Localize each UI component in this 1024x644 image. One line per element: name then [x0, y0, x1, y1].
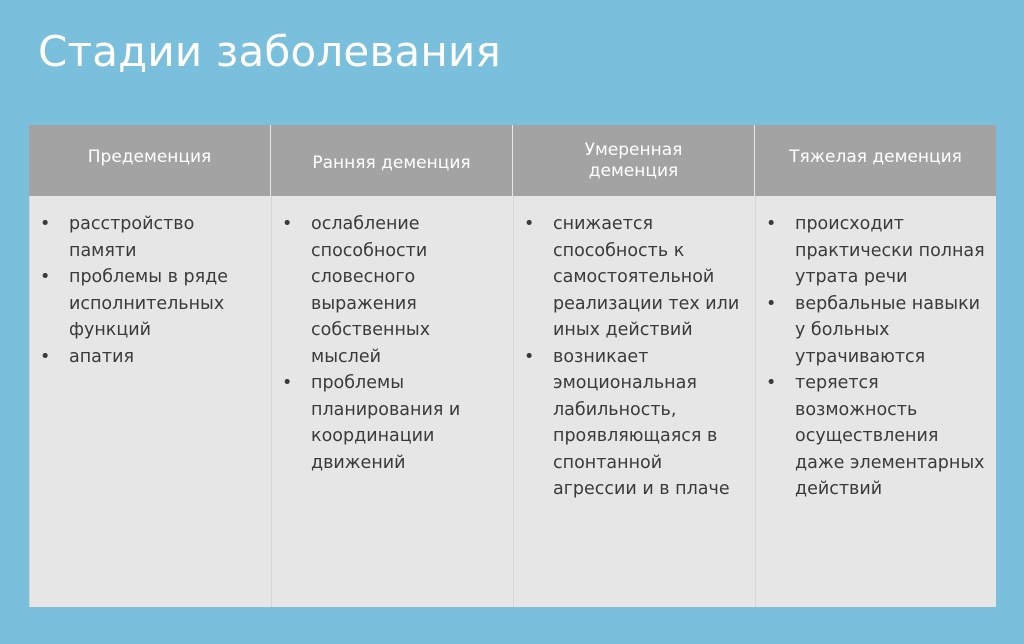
symptom-list [766, 211, 988, 503]
page-title: Стадии заболевания [38, 27, 501, 76]
column-body-moderate-dementia [513, 196, 754, 607]
symptom-list [524, 211, 746, 503]
list-item: • апатия [40, 344, 262, 371]
list-item: • ослабление способности словесного выражения собственных мыслей [282, 211, 504, 370]
column-body-predementia [29, 196, 270, 607]
column-body-early-dementia [271, 196, 512, 607]
list-item: • проблемы в ряде исполнительных функций [40, 264, 262, 344]
column-header-early-dementia [271, 125, 512, 196]
list-item: • вербальные навыки у больных утрачиваются [766, 291, 988, 371]
column-header-label: Тяжелая деменция [789, 147, 962, 167]
column-body-severe-dementia [755, 196, 996, 607]
column-header-label: Умеренная деменция [584, 139, 683, 181]
list-item: • расстройство памяти [40, 211, 262, 264]
column-header-predementia [29, 125, 270, 196]
symptom-list [40, 211, 262, 370]
symptom-list [282, 211, 504, 476]
list-item: • возникает эмоциональная лабильность, проявляющаяся в спонтанной агрессии и в плаче [524, 344, 746, 503]
list-item: • снижается способность к самостоятельной реализации тех или иных действий [524, 211, 746, 344]
list-item: • происходит практически полная утрата речи [766, 211, 988, 291]
column-header-label: Предеменция [87, 147, 212, 167]
column-header-severe-dementia [755, 125, 996, 196]
list-item: • проблемы планирования и координации движений [282, 370, 504, 476]
column-header-moderate-dementia [513, 125, 754, 196]
list-item: • теряется возможность осуществления даже элементарных действий [766, 370, 988, 503]
stages-table [29, 125, 996, 607]
column-header-label: Ранняя деменция [312, 153, 471, 173]
